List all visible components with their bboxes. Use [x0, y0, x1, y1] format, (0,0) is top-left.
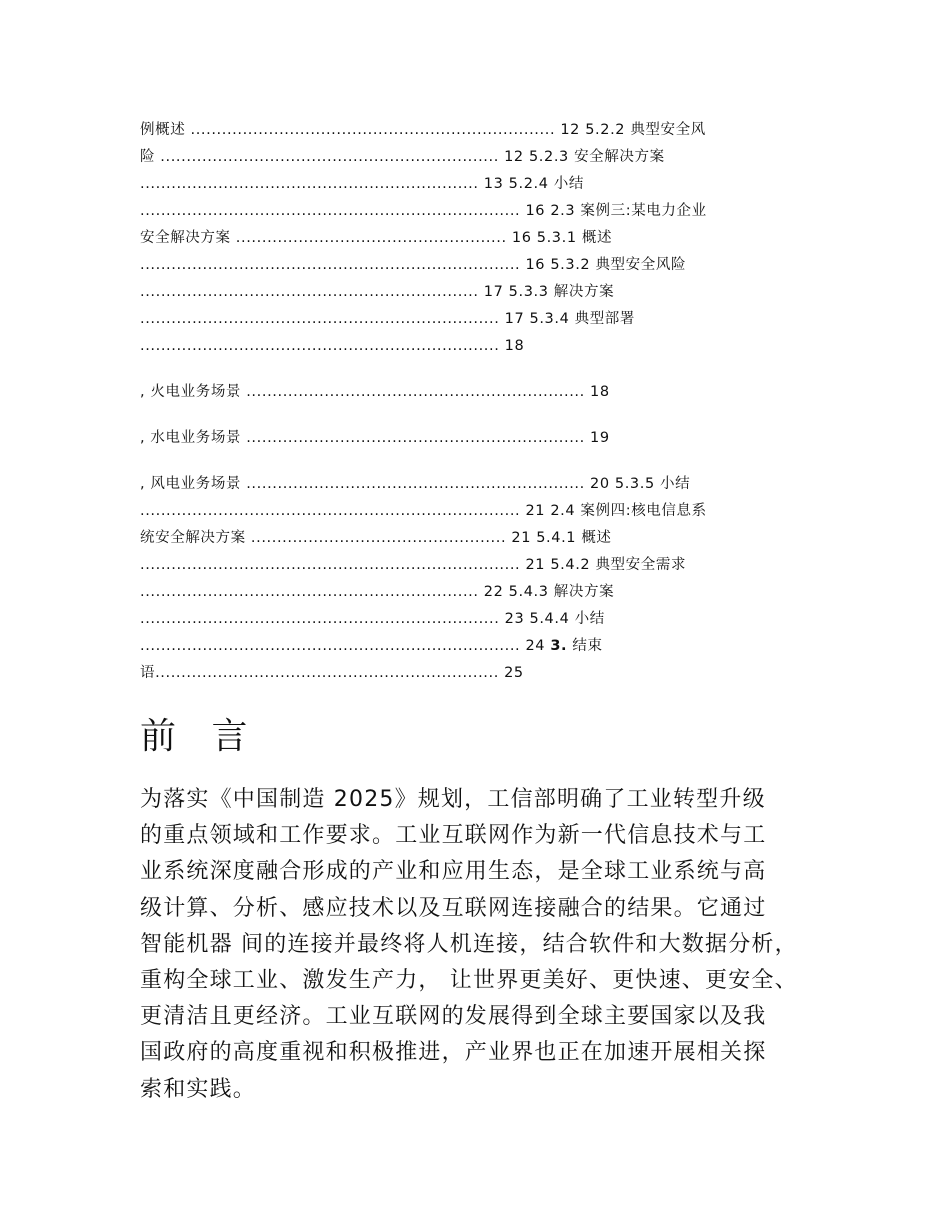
toc-line: ..................................................................... 18: [140, 338, 525, 354]
section-title: 前 言: [140, 716, 260, 757]
toc-line: ................................................................. 17 5.3.3 解决方案: [140, 284, 615, 300]
toc-line: , 风电业务场景 ................................................................. 20 5.3.5 小结: [140, 476, 691, 492]
toc-line: 安全解决方案 .................................................... 16 5.3.1 概述: [140, 230, 613, 246]
paragraph-line: 国政府的高度重视和积极推进，产业界也正在加速开展相关探: [140, 1040, 767, 1066]
toc-line: 例概述 ...................................................................... 12 5.2.2 典型安全风: [140, 122, 706, 138]
toc-line: [140, 633, 820, 660]
toc-line: , 火电业务场景 ................................................................. 18: [140, 384, 610, 400]
toc-line: ..................................................................... 17 5.3.4 典型部署: [140, 311, 636, 327]
toc-line: 统安全解决方案 ................................................. 21 5.4.1 概述: [140, 530, 612, 546]
paragraph-line: 索和实践。: [140, 1076, 257, 1102]
toc-line-text: ......................................................................... 24: [140, 638, 546, 654]
toc-line: ......................................................................... 21 5.4.2 典型安全需求: [140, 557, 687, 573]
toc-line: ................................................................. 13 5.2.4 小结: [140, 176, 584, 192]
toc-line: ..................................................................... 23 5.4.4 小结: [140, 611, 605, 627]
toc-bold-number: 3.: [550, 638, 568, 654]
toc-line: ......................................................................... 16 2.3 案例三:某电力企业: [140, 203, 707, 219]
table-of-contents: [140, 117, 820, 687]
paragraph-line: 的重点领域和工作要求。工业互联网作为新一代信息技术与工: [140, 823, 767, 849]
toc-line: ................................................................. 22 5.4.3 解决方案: [140, 584, 615, 600]
paragraph-line: 智能机器 间的连接并最终将人机连接，结合软件和大数据分析，: [140, 931, 798, 957]
toc-line: 险 ................................................................. 12 5.2.3 安全解决方案: [140, 149, 665, 165]
toc-line: ......................................................................... 21 2.4 案例四:核电信息系: [140, 503, 707, 519]
toc-line: 语.................................................................. 25: [140, 665, 524, 681]
paragraph-line: 级计算、分析、感应技术以及互联网连接融合的结果。它通过: [140, 895, 767, 921]
paragraph-line: 业系统深度融合形成的产业和应用生态，是全球工业系统与高: [140, 859, 767, 885]
toc-bold-item-text: 结束: [572, 638, 603, 654]
paragraph-line: 重构全球工业、激发生产力， 让世界更美好、更快速、更安全、: [140, 967, 798, 993]
paragraph-line: 为落实《中国制造 2025》规划，工信部明确了工业转型升级: [140, 787, 766, 812]
paragraph-line: 更清洁且更经济。工业互联网的发展得到全球主要国家以及我: [140, 1004, 767, 1030]
toc-line: ......................................................................... 16 5.3.2 典型安全风险: [140, 257, 687, 273]
toc-line: , 水电业务场景 ................................................................. 19: [140, 430, 610, 446]
body-paragraph: [140, 782, 840, 1108]
